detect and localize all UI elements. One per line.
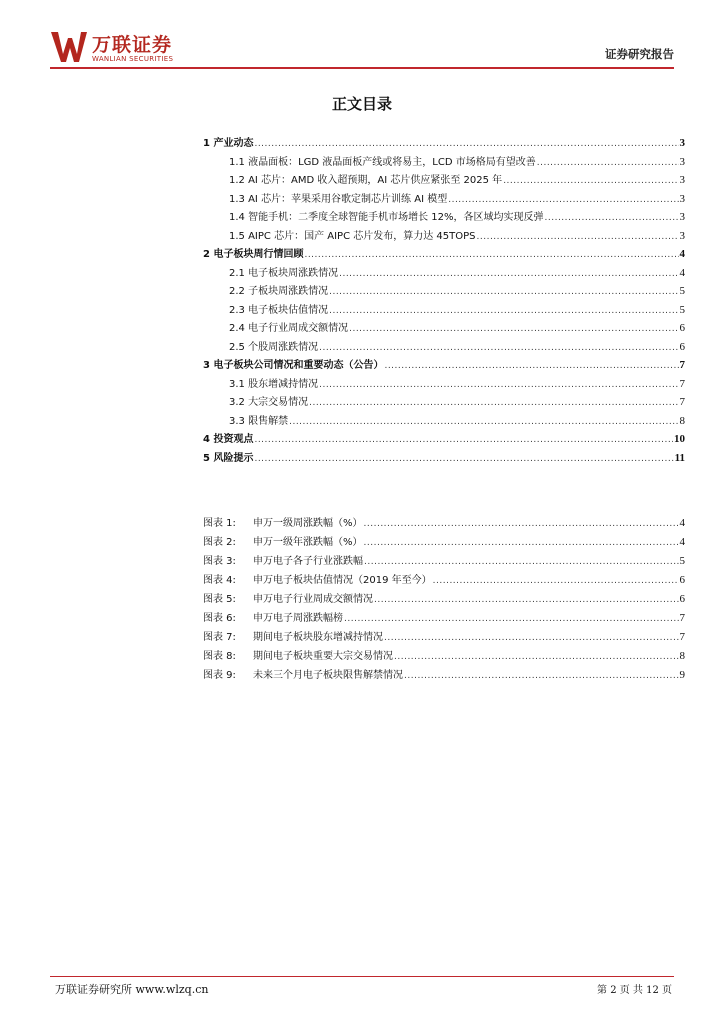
page-title: 正文目录: [331, 95, 392, 113]
toc-page-number: 8: [679, 414, 685, 427]
figure-page-number: 7: [679, 612, 685, 624]
toc-entry-title: [229, 375, 318, 390]
footer-page-number: 第 2 页 共 12 页: [597, 985, 672, 996]
figure-label: 图表 6:: [203, 613, 236, 624]
toc-entry-text: 限售解禁: [248, 415, 289, 427]
toc-entry-title: [229, 412, 288, 427]
toc-entry-text: 风险提示: [213, 452, 254, 464]
figure-label: 图表 2:: [203, 537, 236, 548]
toc-entry-title: [229, 338, 318, 353]
company-logo: [50, 28, 210, 68]
dot-leader: [364, 519, 679, 529]
figure-index-link[interactable]: [203, 609, 685, 628]
figure-caption: 申万电子行业周成交额情况: [253, 594, 373, 605]
toc-entry-title: [229, 171, 502, 186]
toc-entry-number: 1: [203, 138, 210, 149]
wanlian-logo-icon: [50, 30, 88, 64]
toc-entry-text: 电子板块公司情况和重要动态（公告）: [213, 360, 384, 371]
toc-entry-number: 2.3: [229, 304, 245, 316]
figure-label: 图表 7:: [203, 632, 236, 643]
toc-entry-text: 大宗交易情况: [248, 397, 309, 408]
figure-label: 图表 9:: [203, 670, 236, 681]
figure-label: 图表 4:: [203, 575, 236, 586]
figure-entry-title: [203, 514, 363, 529]
toc-entry-text: 产业动态: [213, 138, 254, 149]
dot-leader: [404, 671, 679, 681]
toc-entry-title: [203, 356, 383, 371]
figure-index-link[interactable]: [203, 552, 685, 571]
toc-section-link[interactable]: [203, 338, 685, 357]
figure-caption: 申万电子周涨跌幅榜: [253, 613, 343, 624]
toc-entry-text: 智能手机：二季度全球智能手机市场增长 12%，各区域均实现反弹: [248, 212, 544, 223]
toc-entry-number: 1.4: [229, 212, 245, 223]
figure-caption: 申万一级周涨跌幅（%）: [253, 518, 363, 529]
toc-page-number: 6: [679, 322, 685, 334]
figure-entry-title: [203, 628, 383, 643]
figure-caption: 申万一级年涨跌幅（%）: [253, 537, 363, 548]
dot-leader: [289, 417, 678, 427]
dot-leader: [344, 614, 679, 624]
figure-entry-title: [203, 590, 373, 605]
figure-index-link[interactable]: [203, 571, 685, 590]
dot-leader: [304, 250, 678, 260]
figure-page-number: 4: [679, 517, 685, 529]
logo-text-en: WANLIAN SECURITIES: [92, 55, 174, 63]
dot-leader: [319, 343, 678, 353]
dot-leader: [374, 595, 679, 605]
dot-leader: [319, 380, 678, 390]
toc-entry-text: AI 芯片：苹果采用谷歌定制芯片训练 AI 模型: [248, 193, 448, 205]
toc-entry-text: AI 芯片：AMD 收入超预期，AI 芯片供应紧张至 2025 年: [248, 175, 503, 186]
toc-entry-title: [229, 208, 544, 223]
toc-section-link[interactable]: [203, 190, 685, 209]
toc-entry-number: 5: [203, 452, 210, 464]
figure-label: 图表 3:: [203, 556, 236, 567]
toc-entry-text: 电子板块周行情回顾: [213, 249, 304, 260]
toc-entry-number: 1.2: [229, 175, 245, 186]
dot-leader: [254, 139, 678, 149]
toc-entry-text: AIPC 芯片：国产 AIPC 芯片发布，算力达 45TOPS: [248, 230, 476, 242]
toc-entry-number: 2: [203, 249, 210, 260]
toc-entry-number: 1.5: [229, 230, 245, 242]
dot-leader: [254, 435, 673, 445]
footer-source: 万联证券研究所 www.wlzq.cn: [55, 983, 209, 996]
toc-entry-title: [229, 153, 536, 168]
toc-page-number: 3: [679, 229, 685, 242]
toc-entry-text: 个股周涨跌情况: [248, 341, 319, 353]
toc-page-number: 11: [674, 451, 685, 464]
toc-section-link[interactable]: [203, 319, 685, 338]
dot-leader: [448, 195, 678, 205]
figure-label: 图表 1:: [203, 518, 236, 529]
toc-page-number: 3: [679, 174, 685, 186]
figure-page-number: 5: [679, 555, 685, 567]
toc-page-number: 3: [679, 192, 685, 205]
toc-entry-title: [229, 264, 338, 279]
toc-entry-number: 3: [203, 360, 210, 371]
toc-page-number: 5: [679, 285, 685, 297]
toc-entry-number: 1.3: [229, 193, 245, 205]
toc-section-link[interactable]: [203, 153, 685, 172]
toc-page-number: 7: [679, 396, 685, 408]
figure-index-link[interactable]: [203, 514, 685, 533]
toc-entry-number: 2.1: [229, 267, 245, 279]
toc-entry-text: 电子行业周成交额情况: [248, 323, 349, 334]
toc-page-number: 7: [679, 359, 685, 371]
figure-page-number: 4: [679, 536, 685, 548]
figure-entry-title: [203, 609, 343, 624]
toc-section-link[interactable]: [203, 393, 685, 412]
page-header: [50, 28, 674, 68]
toc-section-link[interactable]: [203, 375, 685, 394]
figure-page-number: 9: [679, 669, 685, 681]
toc-entry-title: [229, 190, 447, 205]
toc-page-number: 5: [679, 303, 685, 316]
toc-entry-number: 3.2: [229, 397, 245, 408]
figure-caption: 申万电子各子行业涨跌幅: [253, 556, 363, 567]
figure-entry-title: [203, 666, 403, 681]
figure-caption: 未来三个月电子板块限售解禁情况: [253, 670, 403, 681]
figure-label: 图表 5:: [203, 594, 236, 605]
dot-leader: [394, 652, 679, 662]
dot-leader: [364, 538, 679, 548]
figure-index-link[interactable]: [203, 647, 685, 666]
figure-entry-title: [203, 533, 363, 548]
header-divider: [50, 67, 674, 69]
toc-section-link[interactable]: [203, 227, 685, 246]
toc-section-link[interactable]: [203, 282, 685, 301]
toc-section-link[interactable]: [203, 412, 685, 431]
dot-leader: [545, 213, 679, 223]
figure-entry-title: [203, 571, 432, 586]
toc-entry-number: 2.5: [229, 341, 245, 353]
figure-entry-title: [203, 552, 363, 567]
toc-chapter-link[interactable]: [203, 430, 685, 449]
dot-leader: [503, 176, 678, 186]
dot-leader: [364, 557, 679, 567]
dot-leader: [349, 324, 678, 334]
toc-entry-title: [229, 282, 328, 297]
toc-entry-text: 投资观点: [213, 434, 254, 445]
toc-chapter-link[interactable]: [203, 245, 685, 264]
dot-leader: [309, 398, 678, 408]
toc-page-number: 3: [679, 137, 685, 149]
toc-entry-number: 3.3: [229, 415, 245, 427]
toc-section-link[interactable]: [203, 208, 685, 227]
dot-leader: [477, 232, 679, 242]
figure-entry-title: [203, 647, 393, 662]
toc-entry-title: [203, 134, 253, 149]
toc-entry-text: 液晶面板：LGD 液晶面板产线或将易主，LCD 市场格局有望改善: [248, 156, 536, 168]
toc-entry-title: [203, 430, 253, 445]
toc-entry-text: 电子板块周涨跌情况: [248, 267, 339, 279]
toc-page-number: 3: [679, 155, 685, 168]
figure-page-number: 6: [679, 593, 685, 605]
dot-leader: [329, 287, 678, 297]
dot-leader: [254, 454, 673, 464]
figure-caption: 期间电子板块重要大宗交易情况: [253, 651, 393, 662]
toc-page-number: 7: [679, 377, 685, 390]
dot-leader: [433, 576, 679, 586]
figure-caption: 申万电子板块估值情况（2019 年至今）: [253, 575, 432, 586]
footer-divider: [50, 976, 674, 977]
figure-page-number: 6: [679, 574, 685, 586]
toc-chapter-link[interactable]: [203, 449, 685, 468]
toc-page-number: 4: [679, 248, 685, 260]
figure-label: 图表 8:: [203, 651, 236, 662]
figure-index-link[interactable]: [203, 533, 685, 552]
dot-leader: [537, 158, 679, 168]
toc-entry-title: [229, 319, 348, 334]
toc-entry-number: 1.1: [229, 156, 245, 168]
figure-index-link[interactable]: [203, 666, 685, 685]
toc-section-link[interactable]: [203, 301, 685, 320]
toc-entry-title: [203, 245, 303, 260]
toc-entry-title: [229, 301, 328, 316]
toc-section-link[interactable]: [203, 171, 685, 190]
dot-leader: [339, 269, 678, 279]
toc-entry-title: [203, 449, 253, 464]
figure-index: [203, 514, 685, 685]
toc-chapter-link[interactable]: [203, 134, 685, 153]
toc-entry-text: 子板块周涨跌情况: [248, 286, 329, 297]
table-of-contents: [203, 134, 685, 467]
toc-page-number: 3: [679, 211, 685, 223]
dot-leader: [384, 633, 679, 643]
dot-leader: [329, 306, 678, 316]
figure-index-link[interactable]: [203, 590, 685, 609]
toc-entry-text: 电子板块估值情况: [248, 304, 329, 316]
dot-leader: [384, 361, 678, 371]
report-type-label: 证券研究报告: [605, 47, 674, 61]
figure-caption: 期间电子板块股东增减持情况: [253, 632, 383, 643]
toc-entry-number: 4: [203, 434, 210, 445]
figure-index-link[interactable]: [203, 628, 685, 647]
toc-chapter-link[interactable]: [203, 356, 685, 375]
toc-page-number: 4: [679, 266, 685, 279]
toc-page-number: 6: [679, 340, 685, 353]
toc-section-link[interactable]: [203, 264, 685, 283]
figure-page-number: 8: [679, 650, 685, 662]
toc-entry-title: [229, 227, 476, 242]
toc-entry-number: 2.4: [229, 323, 245, 334]
toc-page-number: 10: [674, 433, 685, 445]
figure-page-number: 7: [679, 631, 685, 643]
toc-entry-number: 3.1: [229, 378, 245, 390]
toc-entry-title: [229, 393, 308, 408]
toc-entry-text: 股东增减持情况: [248, 378, 319, 390]
toc-entry-number: 2.2: [229, 286, 245, 297]
logo-text-cn: 万联证券: [92, 34, 173, 56]
